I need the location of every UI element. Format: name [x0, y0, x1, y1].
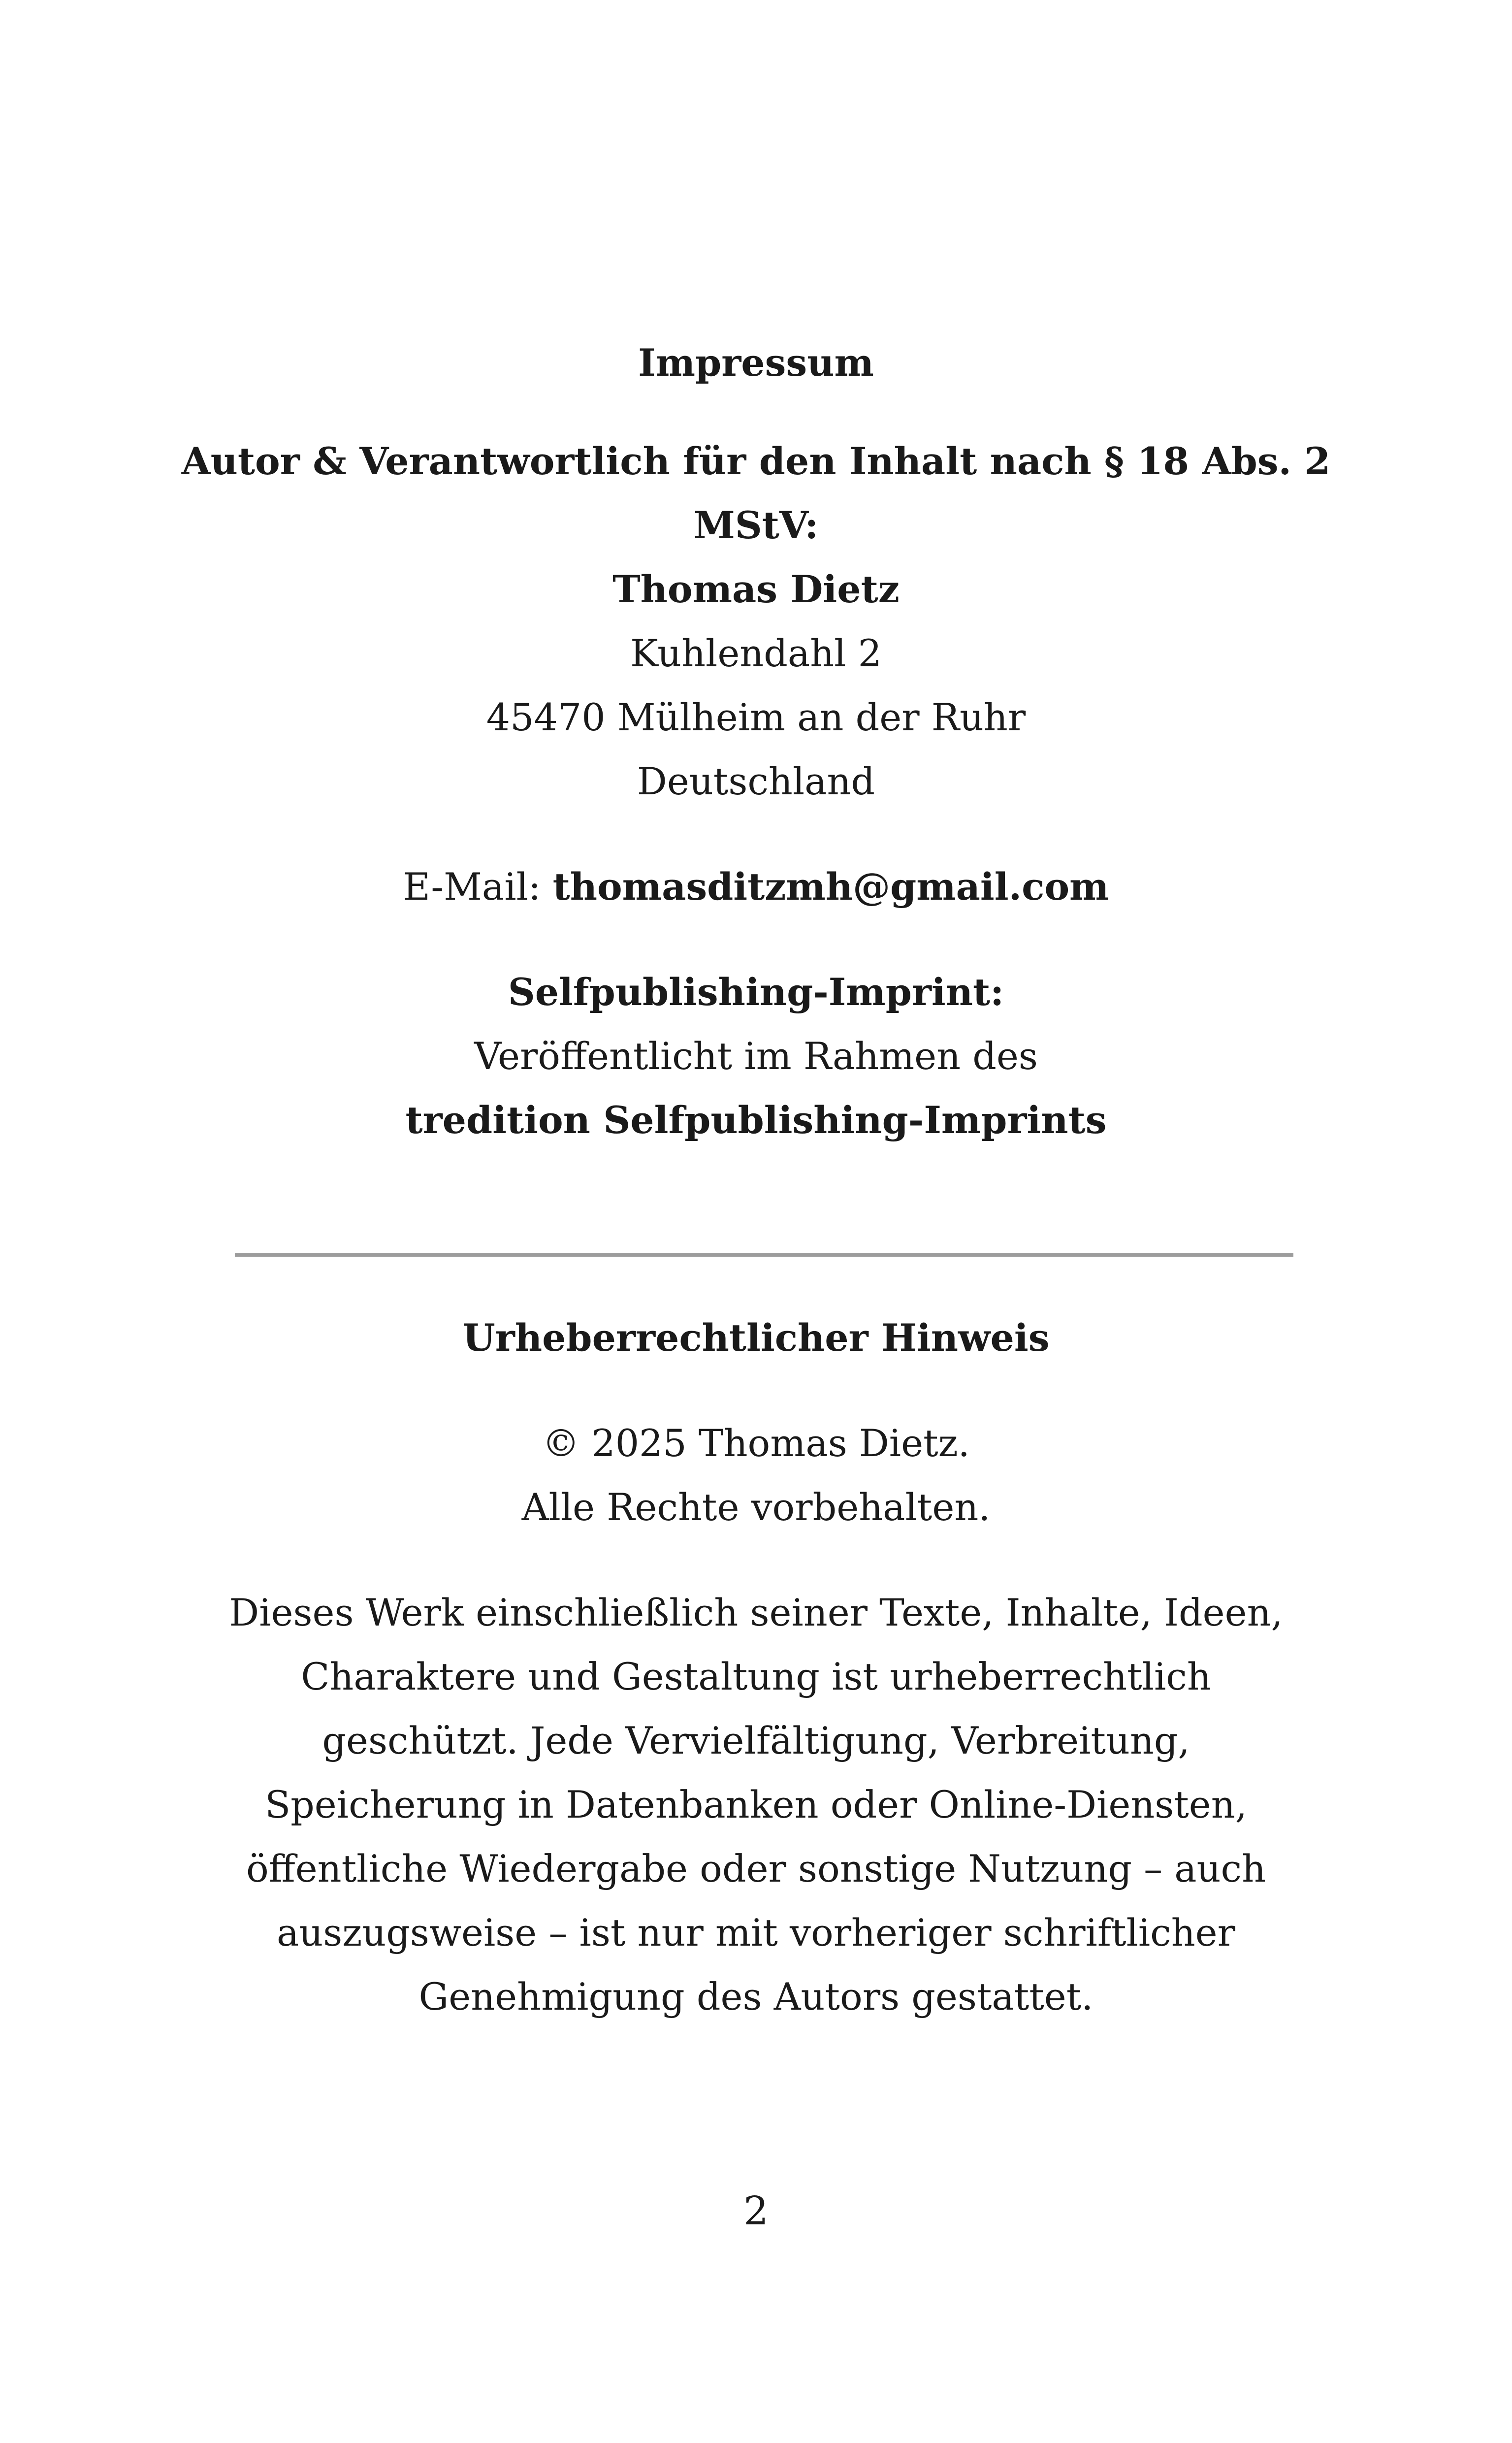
- paragraph-line: auszugsweise – ist nur mit vorheriger schriftlicher: [277, 1911, 1235, 1954]
- copyright-paragraph: [0, 1581, 1512, 2029]
- copyright-line-2: Alle Rechte vorbehalten.: [521, 1485, 991, 1529]
- address-country: Deutschland: [637, 759, 875, 803]
- author-label-line-1: Autor & Verantwortlich für den Inhalt nach § 18 Abs. 2: [181, 439, 1331, 483]
- section-divider: [235, 1253, 1293, 1257]
- paragraph-line: Genehmigung des Autors gestattet.: [418, 1975, 1094, 2019]
- page-number: 2: [743, 2188, 769, 2234]
- selfpublishing-line-2: tredition Selfpublishing-Imprints: [405, 1098, 1107, 1142]
- copyright-heading: Urheberrechtlicher Hinweis: [462, 1316, 1050, 1360]
- email-address[interactable]: thomasditzmh@gmail.com: [552, 865, 1109, 909]
- paragraph-line: Charaktere und Gestaltung ist urheberrechtlich: [301, 1655, 1211, 1698]
- paragraph-line: Dieses Werk einschließlich seiner Texte, Inhalte, Ideen,: [229, 1591, 1283, 1634]
- selfpublishing-heading: Selfpublishing-Imprint:: [508, 970, 1004, 1014]
- address-city: 45470 Mülheim an der Ruhr: [486, 695, 1026, 739]
- email-label: E-Mail:: [403, 865, 541, 909]
- author-name: Thomas Dietz: [612, 567, 900, 611]
- paragraph-line: geschützt. Jede Vervielfältigung, Verbreitung,: [322, 1719, 1190, 1762]
- paragraph-line: Speicherung in Datenbanken oder Online-Diensten,: [265, 1783, 1247, 1826]
- author-label-line-2: MStV:: [693, 503, 819, 547]
- copyright-line-1: © 2025 Thomas Dietz.: [542, 1421, 970, 1465]
- address-street: Kuhlendahl 2: [630, 631, 882, 675]
- selfpublishing-line-1: Veröffentlicht im Rahmen des: [474, 1034, 1038, 1078]
- email-line: [0, 855, 1512, 919]
- paragraph-line: öffentliche Wiedergabe oder sonstige Nutzung – auch: [246, 1847, 1266, 1890]
- impressum-heading: Impressum: [638, 341, 874, 385]
